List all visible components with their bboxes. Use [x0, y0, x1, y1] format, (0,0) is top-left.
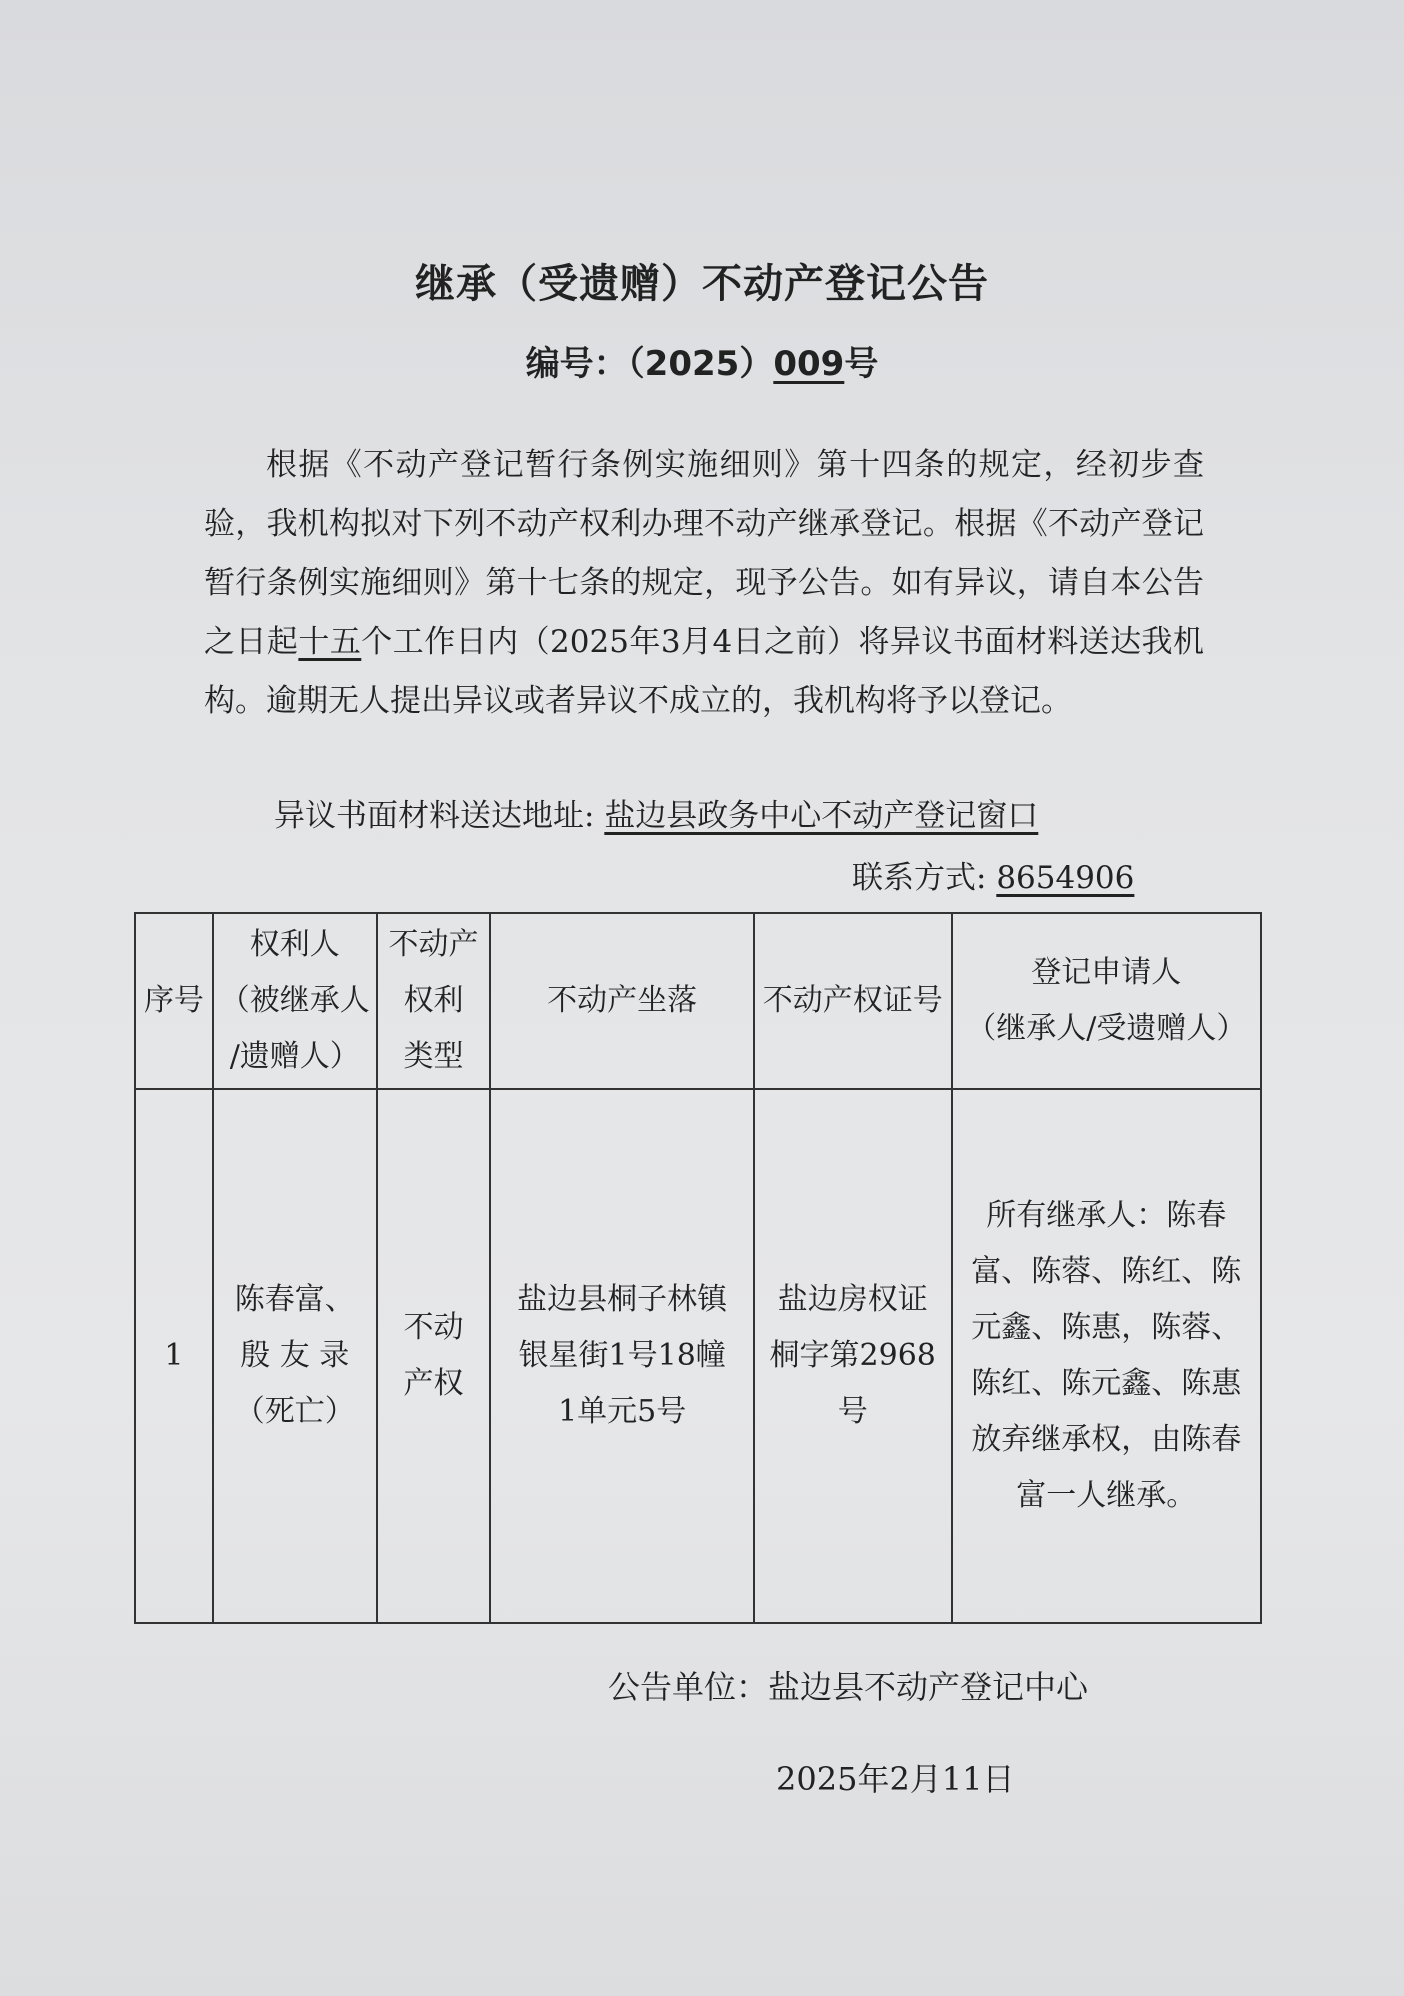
- notice-body: [204, 436, 1204, 731]
- contact-value: 8654906: [996, 860, 1135, 896]
- header-right-type: 不动产 权利 类型: [377, 913, 491, 1089]
- objection-days: 十五: [298, 624, 362, 660]
- header-applicant: 登记申请人 （继承人/受遗赠人）: [952, 913, 1261, 1089]
- issuing-unit: [608, 1662, 1088, 1708]
- header-location: 不动产坐落: [490, 913, 753, 1089]
- body-part1: 根据《不动产登记暂行条例实施细则》第十四条的规定，经初步查验，我机构拟对下列不动产权利办理不动产继承登记。根据《不动产登记暂行条例实施细则》第十七条的规定，现予公告。如有异议，请自本公告之日起: [204, 447, 1204, 660]
- table-header-row: [135, 913, 1261, 1089]
- cell-location: 盐边县桐子林镇 银星街1号18幢 1单元5号: [490, 1089, 753, 1623]
- unit-label: 公告单位：: [608, 1668, 769, 1706]
- number-suffix: 号: [844, 344, 879, 384]
- contact-label: 联系方式:: [852, 860, 987, 896]
- address-label: 异议书面材料送达地址:: [274, 798, 595, 834]
- number-value: 009: [773, 344, 845, 384]
- unit-value: 盐边县不动产登记中心: [768, 1668, 1089, 1706]
- registration-table: [134, 912, 1262, 1624]
- header-holder: 权利人 （被继承人 /遗赠人）: [213, 913, 377, 1089]
- header-seq: 序号: [135, 913, 213, 1089]
- cell-applicant: 所有继承人：陈春富、陈蓉、陈红、陈元鑫、陈惠，陈蓉、陈红、陈元鑫、陈惠放弃继承权，由陈春富一人继承。: [952, 1089, 1261, 1623]
- address-value: 盐边县政务中心不动产登记窗口: [604, 798, 1039, 834]
- cell-holder: 陈春富、 殷 友 录 （死亡）: [213, 1089, 377, 1623]
- cell-seq: 1: [135, 1089, 213, 1623]
- cell-right-type: 不动 产权: [377, 1089, 491, 1623]
- issue-date: 2025年2月11日: [776, 1760, 1015, 1798]
- cell-cert: 盐边房权证 桐字第2968 号: [754, 1089, 952, 1623]
- header-cert: 不动产权证号: [754, 913, 952, 1089]
- table-row: [135, 1089, 1261, 1623]
- notice-number: [0, 336, 1404, 385]
- body-part2: 个工作日内（2025年3月4日之前）将异议书面材料送达我机构。逾期无人提出异议或者异议不成立的，我机构将予以登记。: [204, 624, 1205, 719]
- contact-info: [852, 852, 1134, 897]
- objection-address: [274, 790, 1038, 835]
- notice-title: 继承（受遗赠）不动产登记公告: [415, 261, 989, 307]
- number-prefix: 编号：（2025）: [525, 344, 774, 384]
